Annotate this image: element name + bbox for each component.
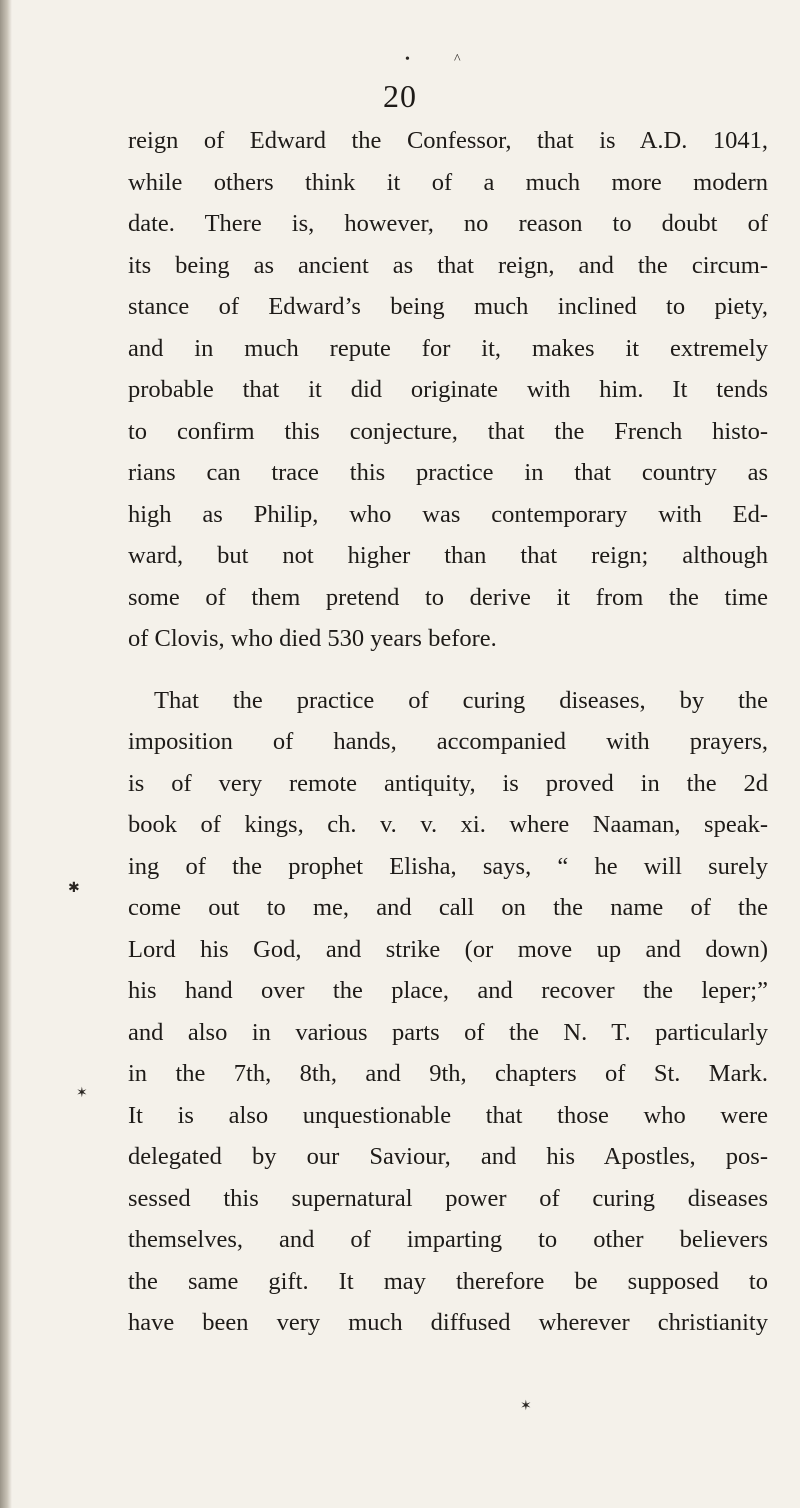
- print-speck: •: [405, 52, 410, 67]
- text-line: some of them pretend to derive it from the time: [128, 583, 768, 611]
- text-line: in the 7th, 8th, and 9th, chapters of St. Mark.: [128, 1060, 768, 1087]
- text-line: date. There is, however, no reason to doubt of: [128, 210, 768, 237]
- text-line: his hand over the place, and recover the leper;”: [128, 977, 768, 1004]
- text-line: high as Philip, who was contemporary with Ed-: [128, 500, 768, 528]
- print-speck: ^: [454, 52, 461, 67]
- text-line: imposition of hands, accompanied with prayers,: [128, 728, 768, 755]
- text-line: stance of Edward’s being much inclined to piety,: [128, 293, 768, 320]
- print-speck: ✱: [68, 881, 80, 896]
- print-speck: ✶: [520, 1399, 532, 1414]
- text-line: It is also unquestionable that those who were: [128, 1101, 768, 1129]
- text-line: That the practice of curing diseases, by the: [154, 686, 768, 714]
- print-speck: ✶: [76, 1086, 88, 1101]
- text-line: and also in various parts of the N. T. particularly: [128, 1018, 768, 1046]
- text-line: the same gift. It may therefore be supposed to: [128, 1267, 768, 1295]
- text-line: sessed this supernatural power of curing diseases: [128, 1184, 768, 1212]
- page-number: 20: [383, 78, 417, 114]
- text-line: its being as ancient as that reign, and the circum-: [128, 251, 768, 279]
- text-line: have been very much diffused wherever christianity: [128, 1309, 768, 1336]
- text-line: come out to me, and call on the name of the: [128, 894, 768, 921]
- text-line: reign of Edward the Confessor, that is A.D. 1041,: [128, 127, 768, 154]
- text-line: to confirm this conjecture, that the French histo-: [128, 417, 768, 445]
- text-line: while others think it of a much more modern: [128, 168, 768, 196]
- text-line: ing of the prophet Elisha, says, “ he will surely: [128, 852, 768, 880]
- body-text: [128, 120, 768, 1344]
- paragraph-gap: [128, 660, 768, 680]
- text-line: ward, but not higher than that reign; although: [128, 542, 768, 569]
- text-line: and in much repute for it, makes it extremely: [128, 334, 768, 362]
- text-line: Lord his God, and strike (or move up and down): [128, 935, 768, 963]
- text-line: rians can trace this practice in that country as: [128, 459, 768, 486]
- text-line: probable that it did originate with him. It tends: [128, 376, 768, 403]
- page-binding-edge: [0, 0, 12, 1508]
- text-line: of Clovis, who died 530 years before.: [128, 625, 497, 652]
- text-line: book of kings, ch. v. v. xi. where Naaman, speak-: [128, 811, 768, 838]
- text-line: themselves, and of imparting to other believers: [128, 1226, 768, 1253]
- text-line: is of very remote antiquity, is proved in the 2d: [128, 769, 768, 797]
- text-line: delegated by our Saviour, and his Apostles, pos-: [128, 1143, 768, 1170]
